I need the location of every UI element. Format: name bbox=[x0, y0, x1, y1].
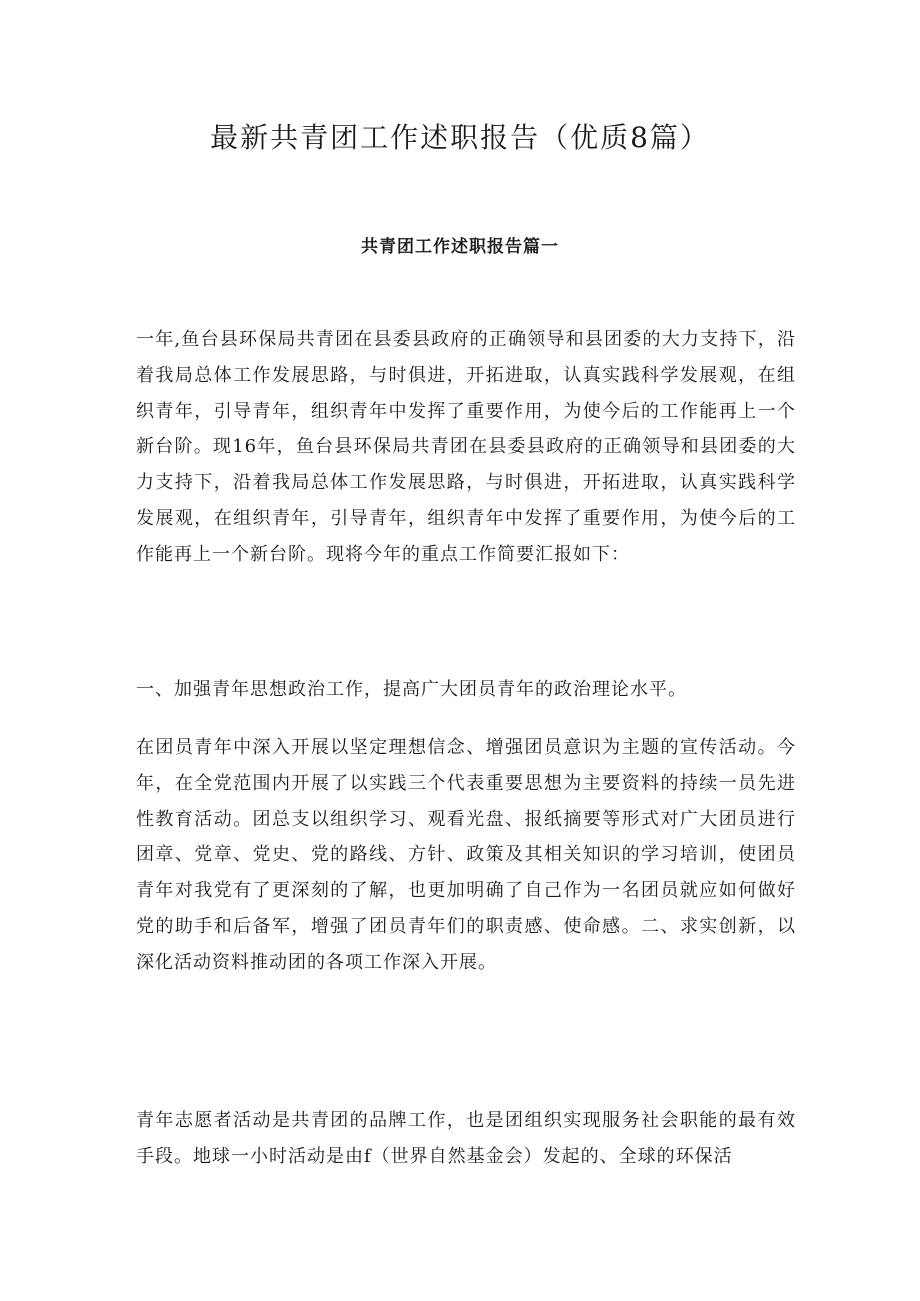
section-heading: 共青团工作述职报告篇一 bbox=[361, 237, 559, 257]
paragraph: 一、加强青年思想政治工作，提高广大团员青年的政治理论水平。 bbox=[136, 679, 687, 700]
paragraph: 在团员青年中深入开展以坚定理想信念、增强团员意识为主题的宣传活动。今年，在全党范围内开展了以实践三个代表重要思想为主要资料的持续一员先进性教育活动。团总支以组织学习、观看光盘、报纸摘要等形式对广大团员进行团章、党章、党史、党的路线、方针、政策及其相关知识的学习培训，使团员青年对我党有了更深刻的了解，也更加明确了自己作为一名团员就应如何做好党的助手和后备军，增强了团员青年们的职责感、使命感。二、求实创新，以深化活动资料推动团的各项工作深入开展。 bbox=[136, 737, 796, 973]
paragraph: 青年志愿者活动是共青团的品牌工作，也是团组织实现服务社会职能的最有效手段。地球一小时活动是由f（世界自然基金会）发起的、全球的环保活 bbox=[136, 1110, 796, 1167]
paragraph: 一年,鱼台县环保局共青团在县委县政府的正确领导和县团委的大力支持下，沿着我局总体工作发展思路，与时俱进，开拓进取，认真实践科学发展观，在组织青年，引导青年，组织青年中发挥了重要作用，为使今后的工作能再上一个新台阶。现16年，鱼台县环保局共青团在县委县政府的正确领导和县团委的大力支持下，沿着我局总体工作发展思路，与时俱进，开拓进取，认真实践科学发展观，在组织青年，引导青年，组织青年中发挥了重要作用，为使今后的工作能再上一个新台阶。现将今年的重点工作简要汇报如下： bbox=[136, 329, 796, 565]
document-title: 最新共青团工作述职报告（优质8篇） bbox=[210, 121, 710, 154]
